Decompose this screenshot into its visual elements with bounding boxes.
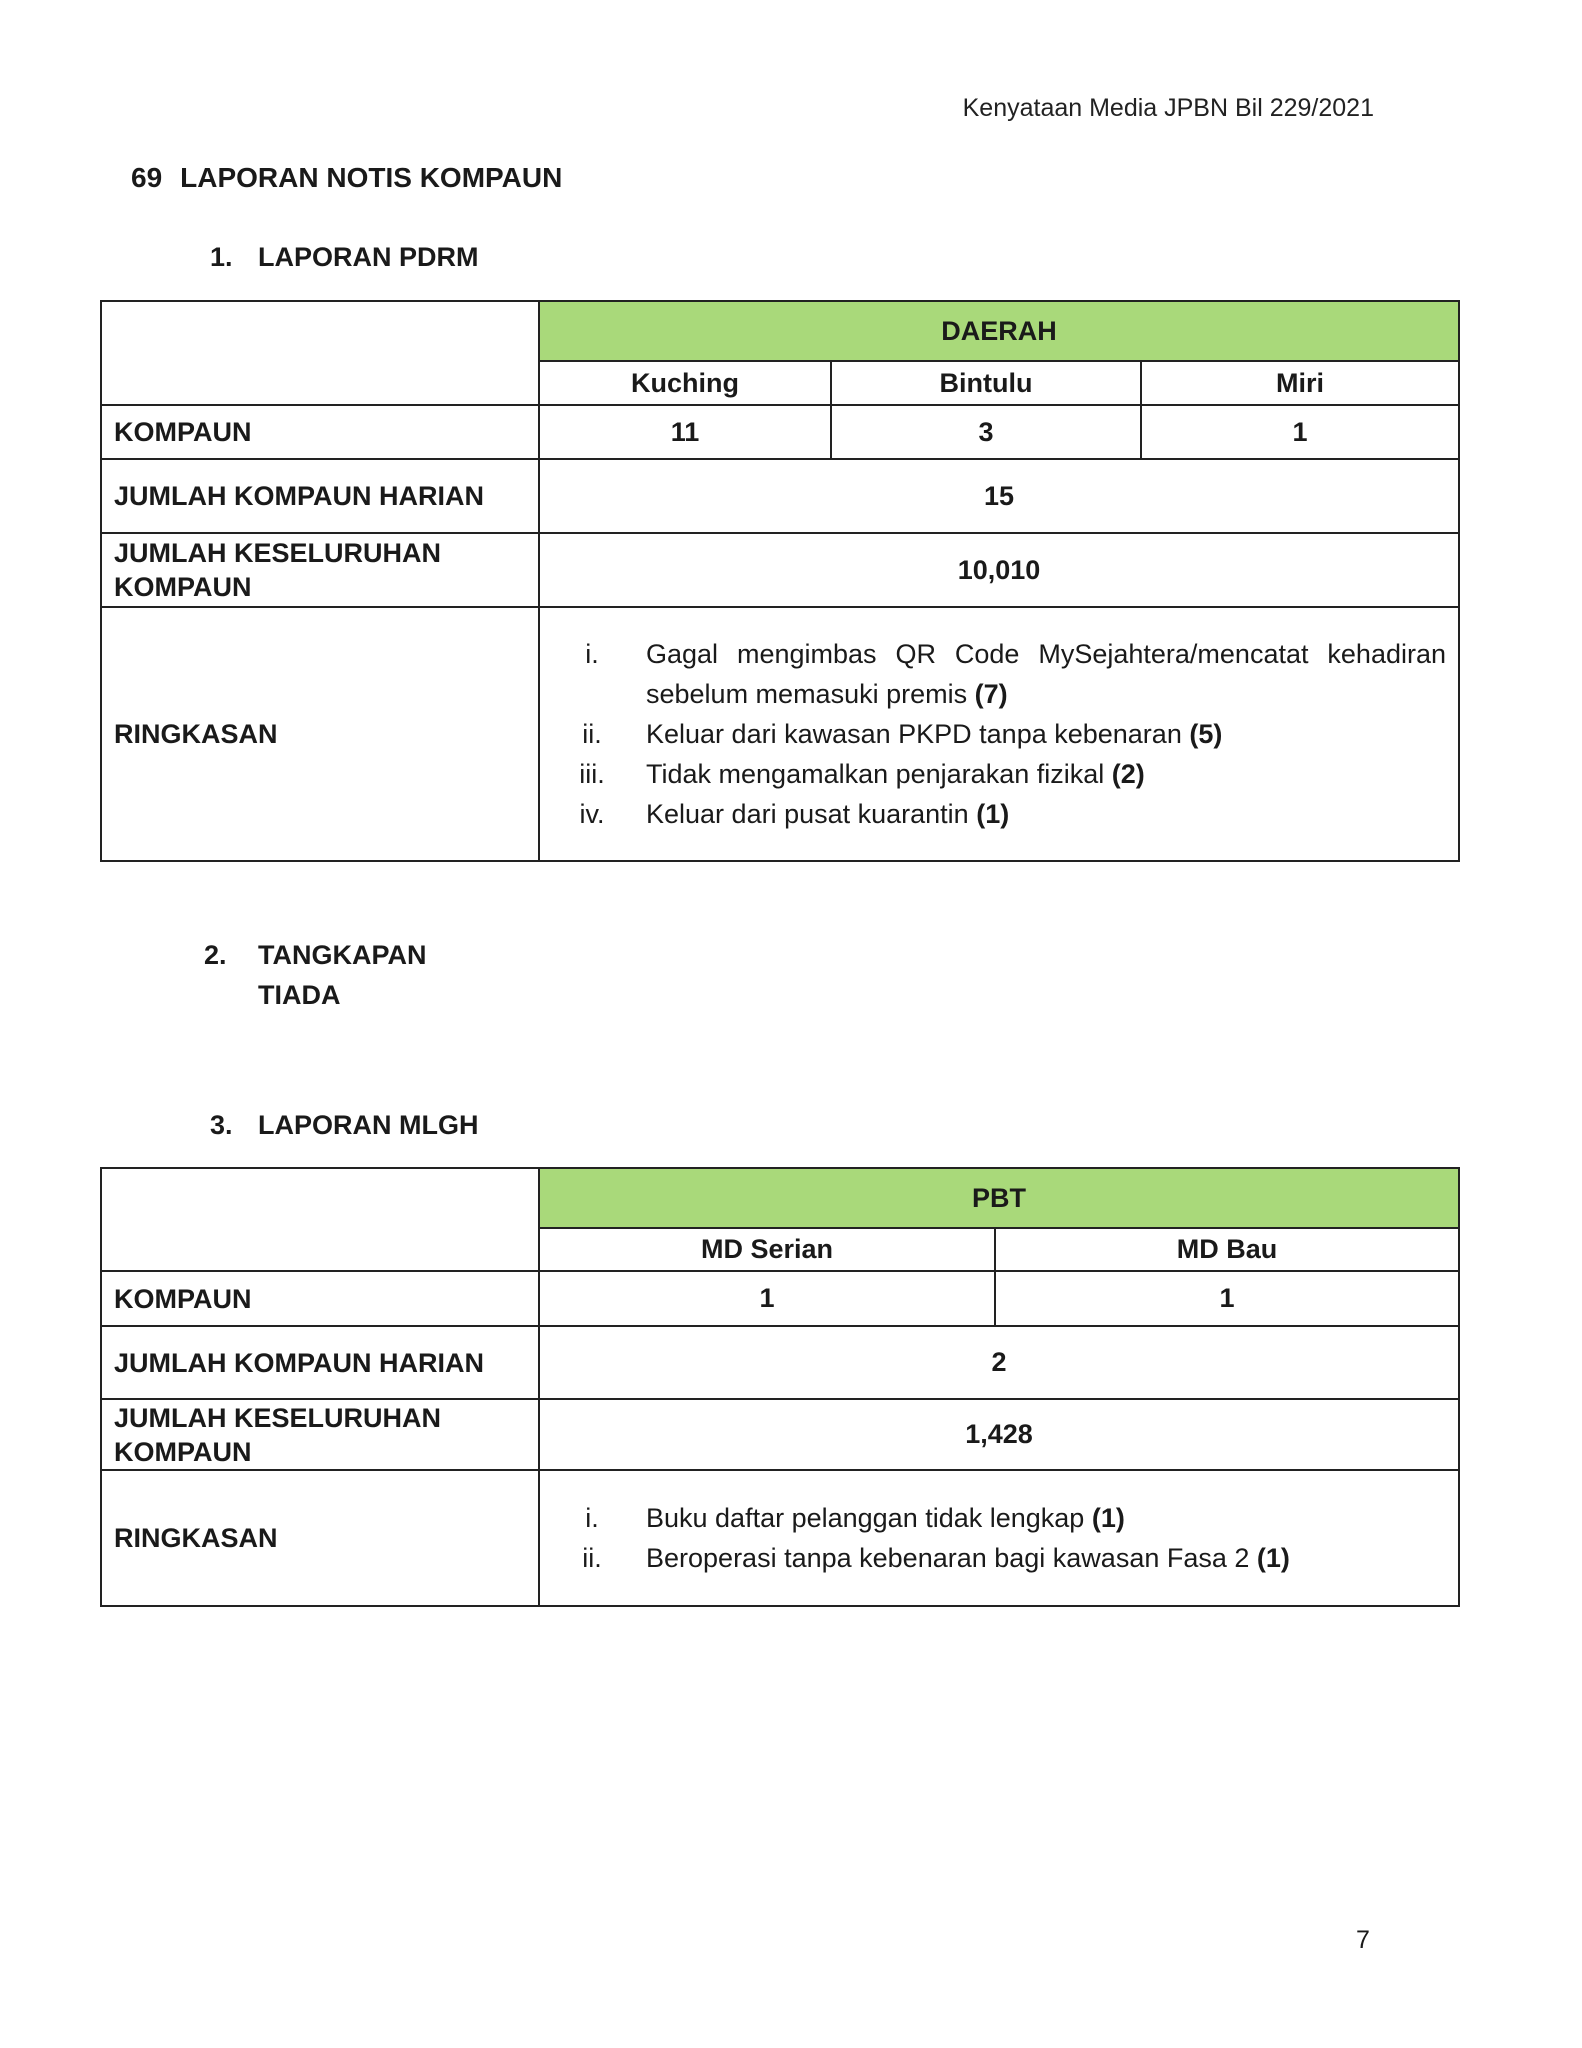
jumlah-harian-value: 15: [539, 459, 1459, 533]
section-title: LAPORAN MLGH: [258, 1110, 479, 1140]
row-label-ringkasan: RINGKASAN: [101, 607, 539, 861]
row-label-jumlah-keseluruhan: [101, 533, 539, 607]
item-description: Keluar dari kawasan PKPD tanpa kebenaran: [646, 719, 1182, 749]
row-label-jumlah-harian: JUMLAH KOMPAUN HARIAN: [101, 459, 539, 533]
label-line: JUMLAH KESELURUHAN: [114, 1402, 442, 1433]
column-header: MD Serian: [539, 1228, 995, 1271]
page-title: [131, 162, 562, 194]
ringkasan-cell: [539, 1470, 1459, 1606]
section-heading-mlgh: [210, 1110, 478, 1141]
item-number: ii.: [582, 1543, 602, 1573]
column-header: Bintulu: [831, 361, 1141, 405]
item-description: Keluar dari pusat kuarantin: [646, 799, 969, 829]
section-heading-pdrm: [210, 242, 479, 273]
item-text: [646, 794, 1446, 834]
table-corner: [101, 301, 539, 405]
item-description: Buku daftar pelanggan tidak lengkap: [646, 1503, 1085, 1533]
kompaun-value: 3: [831, 405, 1141, 459]
item-text: [646, 1538, 1446, 1578]
item-count: (1): [1091, 1503, 1125, 1533]
item-number: ii.: [582, 719, 602, 749]
list-item: [552, 634, 1446, 714]
item-description: Beroperasi tanpa kebenaran bagi kawasan Fasa 2: [646, 1543, 1250, 1573]
section-number: 2.: [204, 940, 227, 970]
jumlah-keseluruhan-value: 1,428: [539, 1399, 1459, 1470]
list-item: [552, 794, 1446, 834]
column-header: MD Bau: [995, 1228, 1459, 1271]
title-text: LAPORAN NOTIS KOMPAUN: [180, 162, 563, 193]
item-text: [646, 754, 1446, 794]
item-number: iii.: [579, 759, 605, 789]
jumlah-keseluruhan-value: 10,010: [539, 533, 1459, 607]
item-count: (1): [976, 799, 1010, 829]
item-text: [646, 634, 1446, 714]
item-text: [646, 1498, 1446, 1538]
jumlah-harian-value: 2: [539, 1326, 1459, 1399]
ringkasan-list: [552, 1498, 1446, 1578]
pdrm-table: [100, 300, 1460, 862]
document-reference: Kenyataan Media JPBN Bil 229/2021: [962, 94, 1374, 122]
row-label-kompaun: KOMPAUN: [101, 405, 539, 459]
section-number: 3.: [210, 1110, 233, 1140]
column-header: Kuching: [539, 361, 831, 405]
list-item: [552, 714, 1446, 754]
row-label-ringkasan: RINGKASAN: [101, 1470, 539, 1606]
item-description: Gagal mengimbas QR Code MySejahtera/mencatat kehadiran sebelum memasuki premis: [646, 639, 1446, 709]
item-count: (1): [1256, 1543, 1290, 1573]
row-label-jumlah-harian: JUMLAH KOMPAUN HARIAN: [101, 1326, 539, 1399]
kompaun-value: 1: [1141, 405, 1459, 459]
label-line: KOMPAUN: [114, 572, 252, 602]
section-title: TANGKAPAN: [258, 940, 427, 970]
item-count: (5): [1189, 719, 1223, 749]
section-heading-tangkapan: [204, 940, 427, 971]
row-label-kompaun: KOMPAUN: [101, 1271, 539, 1326]
item-description: Tidak mengamalkan penjarakan fizikal: [646, 759, 1105, 789]
section-title: LAPORAN PDRM: [258, 242, 479, 272]
item-number: i.: [585, 1503, 599, 1533]
table-corner: [101, 1168, 539, 1271]
section-number: 1.: [210, 242, 233, 272]
list-item: [552, 754, 1446, 794]
kompaun-value: 1: [539, 1271, 995, 1326]
label-line: JUMLAH KESELURUHAN: [114, 538, 442, 568]
tangkapan-value: TIADA: [258, 980, 341, 1010]
ringkasan-cell: [539, 607, 1459, 861]
group-header-daerah: DAERAH: [539, 301, 1459, 361]
item-count: (7): [974, 679, 1008, 709]
row-label-jumlah-keseluruhan: [101, 1399, 539, 1470]
page-number: 7: [1356, 1926, 1370, 1954]
item-text: [646, 714, 1446, 754]
item-number: i.: [585, 639, 599, 669]
item-number: iv.: [579, 799, 605, 829]
label-line: KOMPAUN: [114, 1436, 252, 1467]
list-item: [552, 1498, 1446, 1538]
title-number: 69: [131, 162, 163, 193]
group-header-pbt: PBT: [539, 1168, 1459, 1228]
item-count: (2): [1111, 759, 1145, 789]
list-item: [552, 1538, 1446, 1578]
kompaun-value: 11: [539, 405, 831, 459]
mlgh-table: [100, 1167, 1460, 1607]
column-header: Miri: [1141, 361, 1459, 405]
ringkasan-list: [552, 634, 1446, 834]
kompaun-value: 1: [995, 1271, 1459, 1326]
